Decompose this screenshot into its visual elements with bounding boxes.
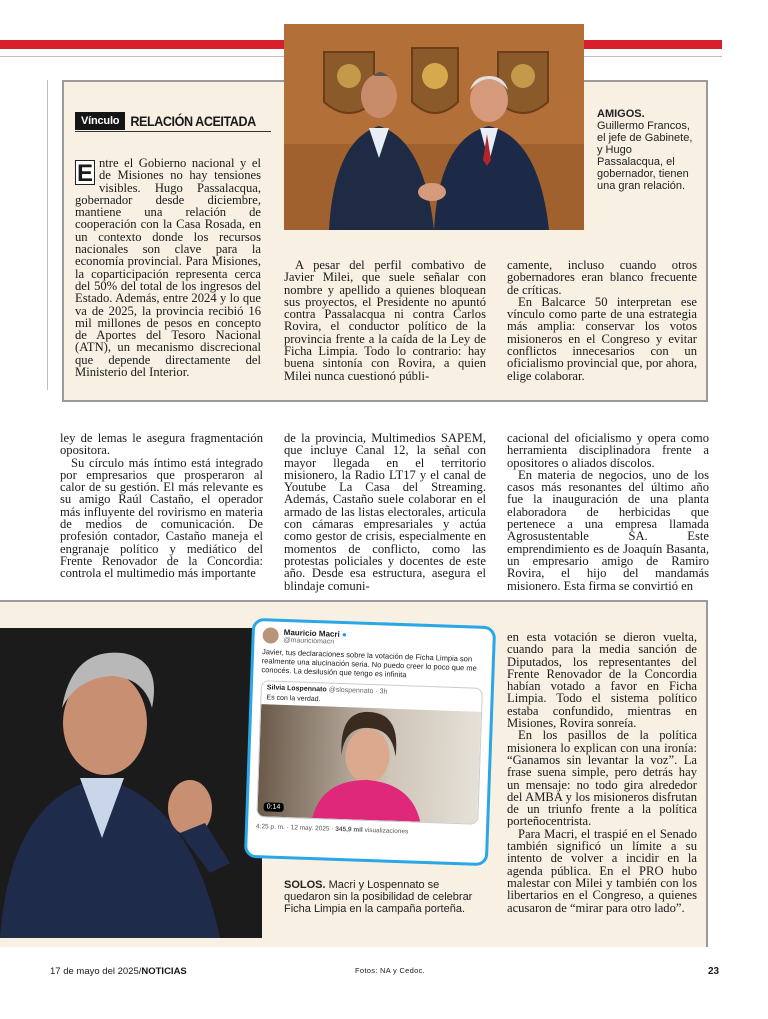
caption-text-solos: Macri y Lospennato se quedaron sin la posibilidad de celebrar Ficha Limpia en la campaña porteña.: [284, 879, 473, 915]
photo-macri: [0, 628, 262, 938]
mid-col3-p2: En materia de negocios, uno de los casos más resonantes del último año fue la inauguración de una planta elaboradora de herbicidas que pertenece a una empresa llamada Agrosustentable SA. Este emprendimiento es de Joaquín Basanta, un empresario amigo de Ramiro Rovira, el hijo del mandamás misionero. Esta firma se convirtió en: [507, 467, 709, 593]
body-column-1: [60, 432, 263, 580]
tweet-author: Mauricio Macri: [283, 627, 340, 639]
mid-col2-text: de la provincia, Multimedios SAPEM, que incluye Canal 12, la señal con mayor llegada en el territorio misionero, la Radio LT17 y el canal de Youtube La Casa del Streaming. Además, Castaño suele colaborar en el armado de las listas electorales, articula con cámaras empresariales y actúa como gestor de crisis, especialmente en momentos de conflicto, como las protestas policiales y docentes de este año. Desde esa estructura, asegura el blindaje comuni-: [284, 431, 486, 593]
body-column-3: [507, 432, 709, 592]
box1-column-3: [507, 259, 697, 382]
box1-col3-p2: En Balcarce 50 interpretan ese vínculo como parte de una estrategia más amplia: conservar los votos misioneros en el Congreso y evitar conflictos innecesarios con un oficialismo provincial que, por ahora, elige colaborar.: [507, 294, 697, 383]
tweet-footer: 4:25 p. m. · 12 may. 2025 · 345,9 mil visualizaciones: [255, 823, 409, 836]
verified-icon: ●: [341, 629, 347, 640]
quoted-text: Es con la verdad.: [266, 694, 321, 704]
box1-col2-text: A pesar del perfil combativo de Javier Milei, que suele señalar con nombre y apellido a quienes bloquean sus proyectos, el Presidente no apuntó contra Passalacqua ni contra Carlos Rovira, el conductor político de la provincia frente a la caída de la Ley de Ficha Limpia. Todo lo contrario: hay buena sintonía con Rovira, a quien Milei nunca cuestionó públi-: [284, 258, 486, 383]
lospennato-video-illustration: [257, 704, 481, 824]
footer-magazine: NOTICIAS: [141, 966, 187, 977]
box1-column-2: [284, 259, 486, 382]
mid-col3-p1: cacional del oficialismo y opera como herramienta disciplinadora frente a opositores o aliados díscolos.: [507, 431, 709, 470]
box2-p1: en esta votación se dieron vuelta, cuando para la media sanción de Diputados, los representantes del Frente Renovador de la Concordia habían votado a favor en Ficha Limpia. Todo el sistema político estaba confundido, mientras en Misiones, Rovira sonreía.: [507, 630, 697, 731]
quoted-handle: @slospennato · 3h: [328, 686, 388, 696]
box1-col1-text: ntre el Gobierno nacional y el de Misiones no hay tensiones visibles. Hugo Passalacqua, gobernador desde diciembre, mantiene una relación de cooperación con la Casa Rosada, en un contexto donde los recursos nacionales son clave para la economía provincial. Para Misiones, la coparticipación representa cerca del 50% del total de los ingresos del Estado. Además, entre 2024 y lo que va de 2025, la provincia recibió 16 mil millones de pesos en concepto de Aportes del Tesoro Nacional (ATN), un mecanismo discrecional que depende directamente del Ministerio del Interior.: [75, 156, 261, 380]
box1-col3-p1: camente, incluso cuando otros gobernadores eran blanco frecuente de críticas.: [507, 258, 697, 297]
page-number: 23: [708, 966, 720, 977]
box-headline: RELACIÓN ACEITADA: [130, 113, 257, 129]
kicker-label: Vínculo: [75, 112, 125, 130]
photo-caption-amigos: [597, 108, 697, 192]
photo-caption-solos: [284, 879, 482, 915]
video-duration: 0:14: [264, 802, 284, 812]
avatar: [262, 627, 279, 644]
column-rule: [47, 80, 48, 390]
handshake-photo-illustration: [284, 24, 584, 230]
footer-credits: Fotos: NA y Cedoc.: [355, 966, 426, 975]
tweet-views: 345,9 mil: [335, 825, 363, 834]
body-column-2: [284, 432, 486, 592]
caption-text: Guillermo Francos, el jefe de Gabinete, y Hugo Passalacqua, el gobernador, tienen una gran relación.: [597, 120, 693, 192]
tweet-handle: @mauriciomacri: [283, 636, 335, 646]
photo-francos-passalacqua: [284, 24, 584, 230]
drop-cap: E: [76, 160, 93, 187]
caption-lead: AMIGOS.: [597, 108, 645, 120]
tweet-text: Javier, tus declaraciones sobre la votación de Ficha Limpia son realmente una alucinación seria. No puedo creer lo poco que me conocés. La desilusión que tengo es infinita: [261, 647, 477, 680]
box-heading: [75, 112, 271, 132]
quoted-video[interactable]: [257, 704, 481, 824]
quoted-author: Silvia Lospennato: [266, 684, 327, 694]
macri-photo-illustration: [0, 628, 262, 938]
box2-column: [507, 631, 697, 914]
quoted-tweet: [256, 680, 483, 825]
box2-p2: En los pasillos de la política misionera lo explican con una ironía: “Ganamos sin levantar la voz”. La frase suena simple, pero detrás hay un mensaje: no todo gira alrededor del AMBA y los misioneros disfrutan de un triunfo frente a la política porteñocentrista.: [507, 728, 697, 829]
footer-date-text: 17 de mayo del 2025/: [50, 966, 142, 977]
footer-date: [50, 966, 187, 977]
caption-lead-solos: SOLOS.: [284, 879, 326, 891]
box2-p3: Para Macri, el traspié en el Senado también significó un límite a su intento de volver a incidir en la agenda pública. En el PRO hubo malestar con Milei y también con los libertarios en el Congreso, a quienes acusaron de “mirar para otro lado”.: [507, 826, 697, 915]
box1-column-1: [75, 157, 261, 378]
mid-col1-p1: ley de lemas le asegura fragmentación opositora.: [60, 431, 263, 458]
mid-col1-p2: Su círculo más íntimo está integrado por empresarios que prosperaron al calor de su gestión. El más relevante es su amigo Raúl Castaño, el operador más influyente del rovirismo en materia de medios de comunicación. De profesión contador, Castaño maneja el engranaje político y mediático del Frente Renovador de la Concordia: controla el multimedio más importante: [60, 455, 263, 581]
tweet-screenshot: [244, 618, 496, 866]
